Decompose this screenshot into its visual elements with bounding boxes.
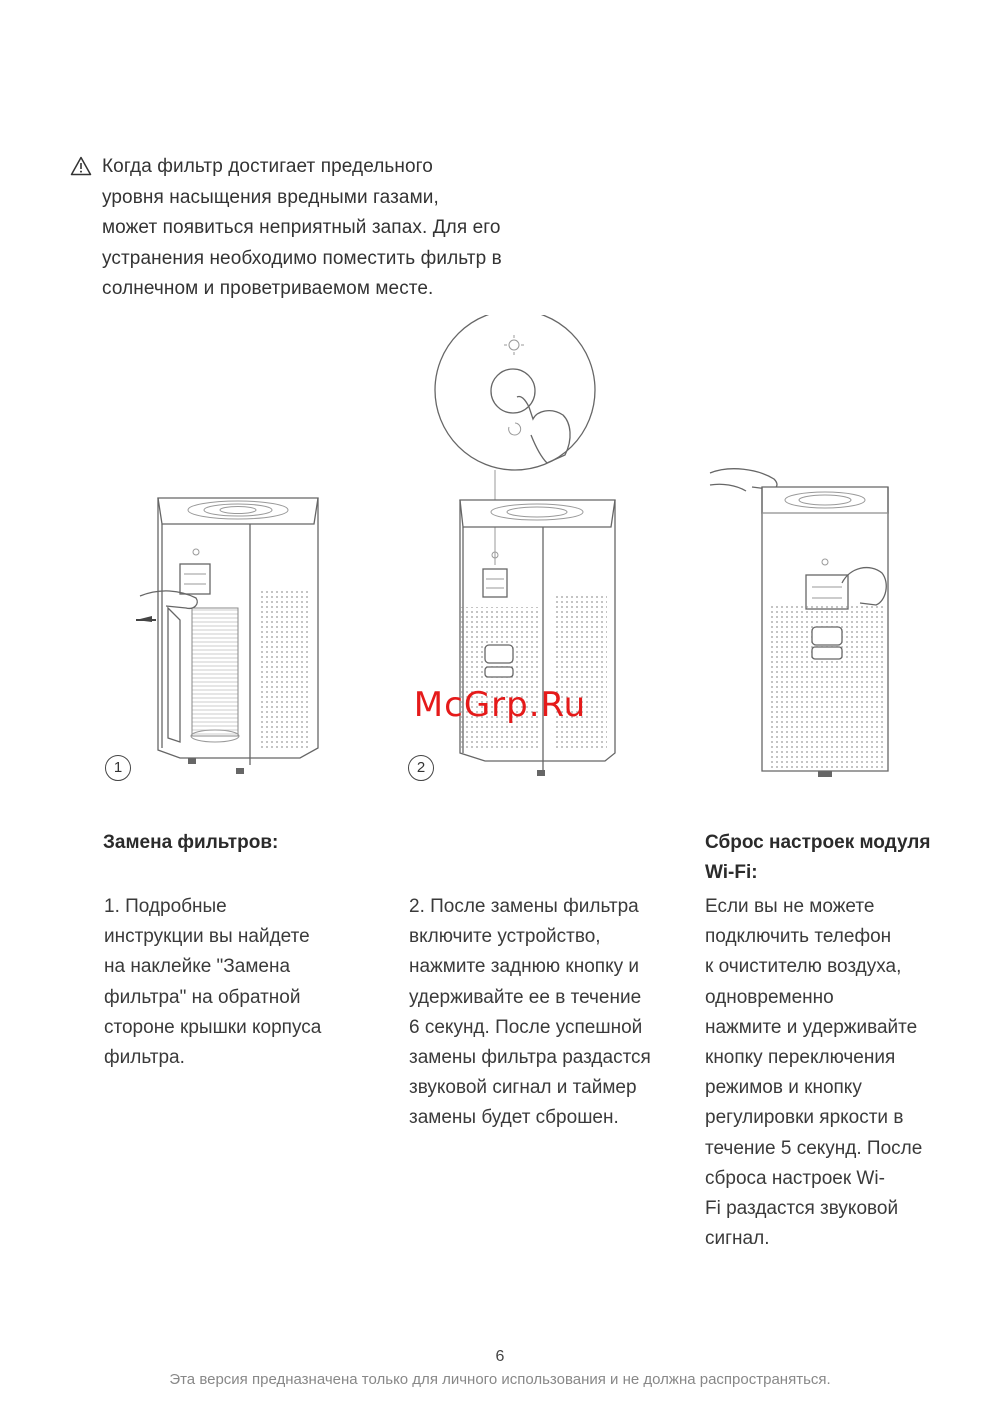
- page-number: 6: [495, 1348, 505, 1365]
- filter-replacement-heading: Замена фильтров:: [103, 832, 279, 853]
- watermark: McGrp.Ru: [413, 685, 587, 725]
- filter-replacement-step2: 2. После замены фильтра включите устройство, нажмите заднюю кнопку и удерживайте ее в течение 6 секунд. После успешной замены фильтра раздастся звуковой сигнал и таймер замены будет сброшен.: [409, 896, 651, 1129]
- warning-text: Когда фильтр достигает предельного уровня насыщения вредными газами, может появиться неприятный запах. Для его устранения необходимо поместить фильтр в солнечном и проветриваемом месте.: [102, 156, 502, 299]
- step-number-1: 1: [105, 755, 131, 781]
- warning-icon: [70, 156, 92, 176]
- wifi-reset-text: Если вы не можете подключить телефон к очистителю воздуха, одновременно нажмите и удерживайте кнопку переключения режимов и кнопку регулировки яркости в течение 5 секунд. После сброса настроек Wi- Fi раздастся звуковой сигнал.: [705, 896, 923, 1250]
- wifi-reset-heading: Сброс настроек модуля Wi-Fi:: [705, 832, 931, 883]
- illustration-wifi-reset: [700, 455, 900, 780]
- illustration-filter-removal: [100, 480, 340, 780]
- warning-block: [70, 152, 540, 305]
- filter-replacement-step1: 1. Подробные инструкции вы найдете на наклейке "Замена фильтра" на обратной стороне крышки корпуса фильтра.: [104, 896, 322, 1069]
- footer-note: Эта версия предназначена только для личного использования и не должна распространяться.: [169, 1371, 831, 1388]
- step-number-2: 2: [408, 755, 434, 781]
